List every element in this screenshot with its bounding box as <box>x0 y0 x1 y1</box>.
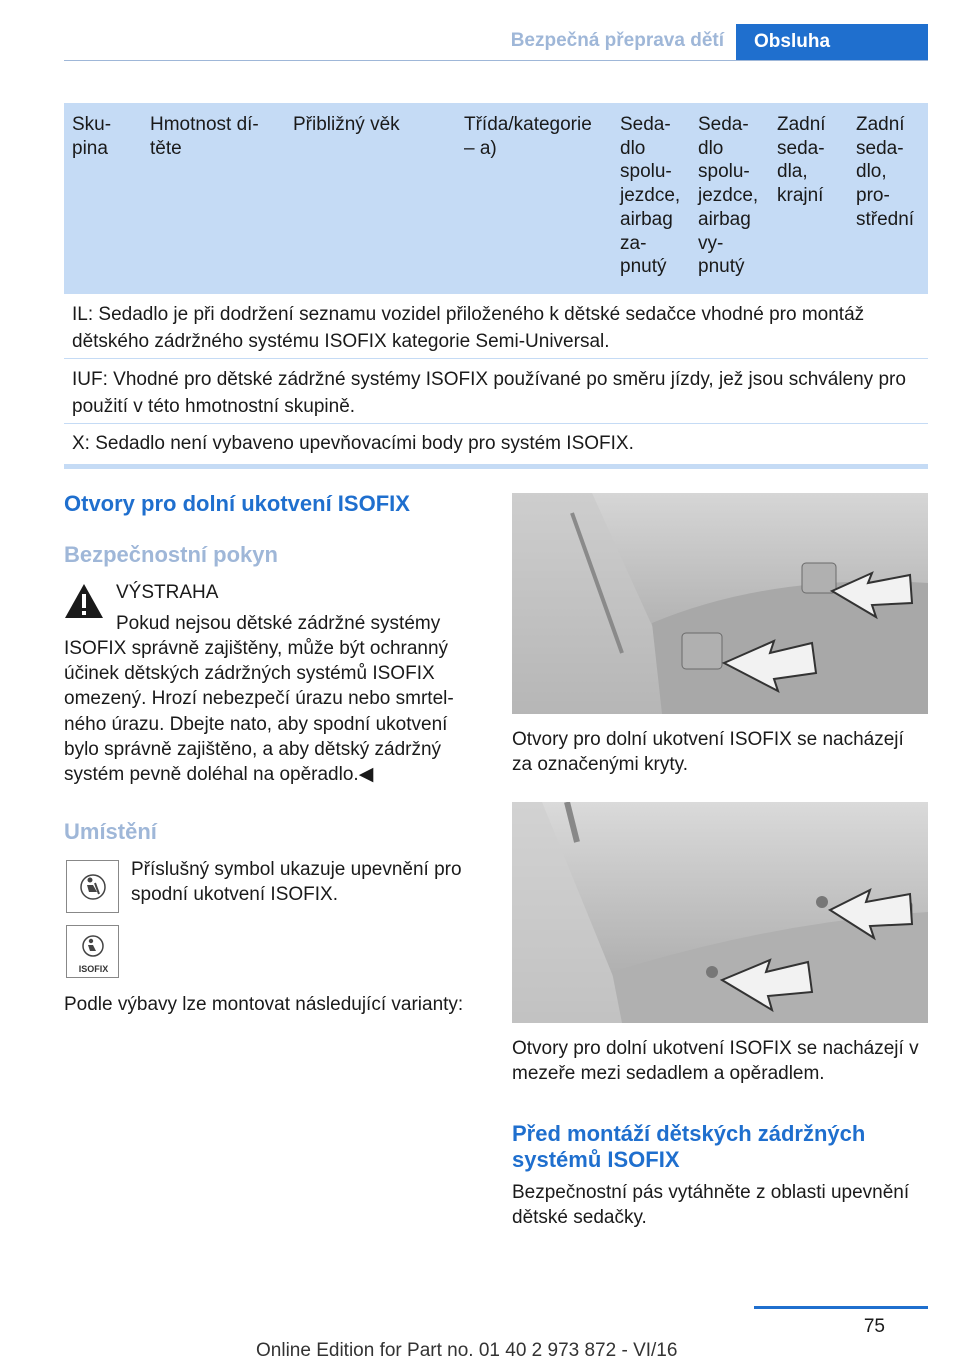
warning-label: VÝSTRAHA <box>116 582 219 603</box>
variants-text: Podle výbavy lze montovat následující varianty: <box>64 994 464 1015</box>
table-row: IL: Sedadlo je při dodržení seznamu vozidel přiloženého k dětské sedačce vhodné pro montáž dětského zádržného systému ISOFIX kategorie Semi-Universal. <box>64 294 928 359</box>
child-seat-icon <box>67 861 120 914</box>
header-rule <box>64 60 928 61</box>
before-installation-text: Bezpečnostní pás vytáhněte z oblasti upevnění dětské sedačky. <box>512 1182 910 1229</box>
th-group: Sku- pina <box>72 114 112 159</box>
footer-edition: Online Edition for Part no. 01 40 2 973 872 - VI/16 <box>256 1340 678 1361</box>
isofix-symbol-label: ISOFIX <box>78 964 109 974</box>
table-row: X: Sedadlo není vybaveno upevňovacími body pro systém ISOFIX. <box>72 433 634 454</box>
th-class: Třída/kategorie – a) <box>464 114 592 159</box>
isofix-table <box>64 103 928 467</box>
table-bottom-rule <box>64 464 928 469</box>
th-front-airbag-off: Seda- dlo spolu- jezdce, airbag vy- pnutý <box>698 114 759 278</box>
safety-heading: Bezpečnostní pokyn <box>64 542 278 567</box>
footer-rule <box>754 1306 928 1309</box>
before-installation-heading: Před montáží dětských zádržných systémů ISOFIX <box>512 1121 866 1172</box>
section-heading: Otvory pro dolní ukotvení ISOFIX <box>64 491 410 516</box>
th-weight: Hmotnost dí- těte <box>150 114 259 159</box>
isofix-symbol-2 <box>66 925 119 978</box>
warning-icon <box>64 583 104 619</box>
th-rear-outer: Zadní seda- dla, krajní <box>777 114 826 207</box>
th-rear-middle: Zadní seda- dlo, pro- střední <box>856 114 915 230</box>
photo-isofix-covers <box>512 493 928 714</box>
isofix-symbol-1 <box>66 860 119 913</box>
header-section-title: Bezpečná přeprava dětí <box>510 30 724 51</box>
th-front-airbag-on: Seda- dlo spolu- jezdce, airbag za- pnutý <box>620 114 681 278</box>
header-chapter-tab: Obsluha <box>736 24 928 61</box>
table-row: IUF: Vhodné pro dětské zádržné systémy ISOFIX používané po směru jízdy, jež jsou schváleny pro použití v této hmotnostní skupině. <box>64 359 928 424</box>
warning-first-line: Pokud nejsou dětské zádržné systémy <box>116 613 441 634</box>
warning-text: ISOFIX správně zajištěny, může být ochranný účinek dětských zádržných systémů ISOFIX omezený. Hrozí nebezpečí úrazu nebo smrtel-ného úrazu. Dbejte nato, aby spodní ukotvení bylo správně zajištěno, a aby dětský zádržný systém pevně doléhal na opěradlo.◀ <box>64 638 454 786</box>
placement-heading: Umístění <box>64 819 157 844</box>
placement-text: Příslušný symbol ukazuje upevnění pro spodní ukotvení ISOFIX. <box>131 859 462 906</box>
table-header <box>64 103 928 294</box>
th-age: Přibližný věk <box>293 114 400 135</box>
caption-photo-2: Otvory pro dolní ukotvení ISOFIX se nacházejí v mezeře mezi sedadlem a opěradlem. <box>512 1038 919 1085</box>
caption-photo-1: Otvory pro dolní ukotvení ISOFIX se nacházejí za označenými kryty. <box>512 729 904 776</box>
page-number: 75 <box>863 1316 885 1337</box>
photo-isofix-gap <box>512 802 928 1023</box>
